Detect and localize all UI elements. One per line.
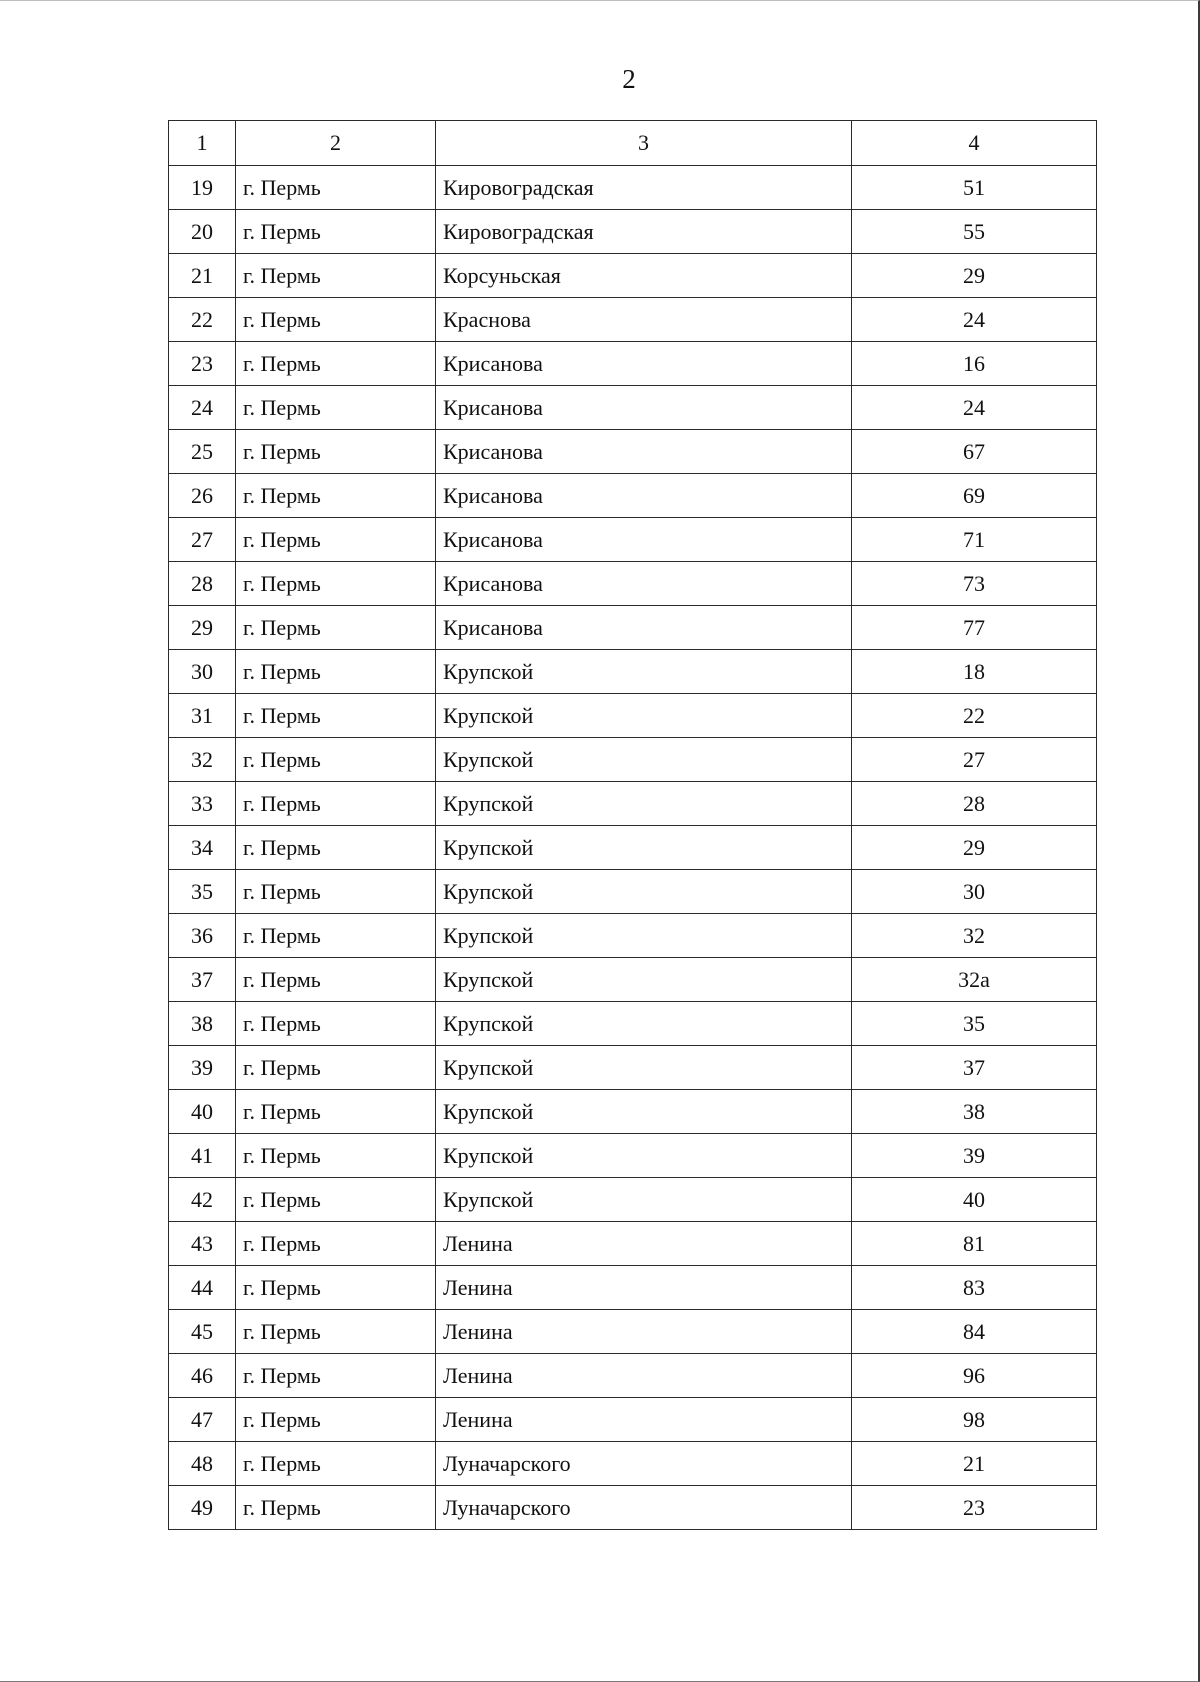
house-number-cell: 51 — [852, 166, 1097, 210]
street-cell: Крисанова — [436, 386, 852, 430]
city-cell: г. Пермь — [236, 1442, 436, 1486]
table-row — [169, 694, 1097, 738]
street-cell: Краснова — [436, 298, 852, 342]
city-cell: г. Пермь — [236, 1222, 436, 1266]
street-cell: Луначарского — [436, 1442, 852, 1486]
city-cell: г. Пермь — [236, 694, 436, 738]
table-row — [169, 254, 1097, 298]
row-number-cell: 41 — [169, 1134, 236, 1178]
house-number-cell: 39 — [852, 1134, 1097, 1178]
city-cell: г. Пермь — [236, 518, 436, 562]
house-number-cell: 71 — [852, 518, 1097, 562]
table-row — [169, 958, 1097, 1002]
table-row — [169, 562, 1097, 606]
table-row — [169, 1354, 1097, 1398]
row-number-cell: 43 — [169, 1222, 236, 1266]
city-cell: г. Пермь — [236, 782, 436, 826]
street-cell: Ленина — [436, 1398, 852, 1442]
table-row — [169, 606, 1097, 650]
table-row — [169, 650, 1097, 694]
row-number-cell: 31 — [169, 694, 236, 738]
row-number-cell: 47 — [169, 1398, 236, 1442]
house-number-cell: 27 — [852, 738, 1097, 782]
table-row — [169, 342, 1097, 386]
house-number-cell: 81 — [852, 1222, 1097, 1266]
row-number-cell: 33 — [169, 782, 236, 826]
row-number-cell: 45 — [169, 1310, 236, 1354]
street-cell: Крупской — [436, 782, 852, 826]
street-cell: Крупской — [436, 1046, 852, 1090]
house-number-cell: 29 — [852, 254, 1097, 298]
house-number-cell: 55 — [852, 210, 1097, 254]
row-number-cell: 38 — [169, 1002, 236, 1046]
table-row — [169, 1178, 1097, 1222]
house-number-cell: 67 — [852, 430, 1097, 474]
street-cell: Кировоградская — [436, 166, 852, 210]
street-cell: Крисанова — [436, 518, 852, 562]
house-number-cell: 30 — [852, 870, 1097, 914]
header-cell-3: 3 — [436, 121, 852, 166]
city-cell: г. Пермь — [236, 1486, 436, 1530]
city-cell: г. Пермь — [236, 650, 436, 694]
row-number-cell: 28 — [169, 562, 236, 606]
city-cell: г. Пермь — [236, 430, 436, 474]
street-cell: Крупской — [436, 1002, 852, 1046]
city-cell: г. Пермь — [236, 1090, 436, 1134]
house-number-cell: 35 — [852, 1002, 1097, 1046]
table-row — [169, 826, 1097, 870]
table-row — [169, 518, 1097, 562]
row-number-cell: 49 — [169, 1486, 236, 1530]
house-number-cell: 98 — [852, 1398, 1097, 1442]
street-cell: Кировоградская — [436, 210, 852, 254]
house-number-cell: 32а — [852, 958, 1097, 1002]
street-cell: Крупской — [436, 738, 852, 782]
house-number-cell: 37 — [852, 1046, 1097, 1090]
house-number-cell: 23 — [852, 1486, 1097, 1530]
row-number-cell: 40 — [169, 1090, 236, 1134]
row-number-cell: 39 — [169, 1046, 236, 1090]
row-number-cell: 21 — [169, 254, 236, 298]
house-number-cell: 22 — [852, 694, 1097, 738]
city-cell: г. Пермь — [236, 298, 436, 342]
street-cell: Крисанова — [436, 606, 852, 650]
city-cell: г. Пермь — [236, 606, 436, 650]
house-number-cell: 18 — [852, 650, 1097, 694]
header-cell-1: 1 — [169, 121, 236, 166]
row-number-cell: 32 — [169, 738, 236, 782]
city-cell: г. Пермь — [236, 958, 436, 1002]
table-row — [169, 1222, 1097, 1266]
table-row — [169, 1134, 1097, 1178]
street-cell: Крисанова — [436, 562, 852, 606]
street-cell: Крупской — [436, 1178, 852, 1222]
street-cell: Крупской — [436, 870, 852, 914]
table-row — [169, 1398, 1097, 1442]
table-row — [169, 1486, 1097, 1530]
table-row — [169, 1266, 1097, 1310]
street-cell: Луначарского — [436, 1486, 852, 1530]
house-number-cell: 69 — [852, 474, 1097, 518]
table-row — [169, 298, 1097, 342]
row-number-cell: 23 — [169, 342, 236, 386]
city-cell: г. Пермь — [236, 1002, 436, 1046]
row-number-cell: 29 — [169, 606, 236, 650]
city-cell: г. Пермь — [236, 1310, 436, 1354]
row-number-cell: 26 — [169, 474, 236, 518]
city-cell: г. Пермь — [236, 738, 436, 782]
table-row — [169, 782, 1097, 826]
city-cell: г. Пермь — [236, 870, 436, 914]
page-number: 2 — [622, 64, 636, 94]
city-cell: г. Пермь — [236, 1134, 436, 1178]
city-cell: г. Пермь — [236, 826, 436, 870]
row-number-cell: 35 — [169, 870, 236, 914]
table-row — [169, 1310, 1097, 1354]
table-row — [169, 1442, 1097, 1486]
row-number-cell: 34 — [169, 826, 236, 870]
city-cell: г. Пермь — [236, 474, 436, 518]
table-row — [169, 210, 1097, 254]
header-row — [169, 121, 1097, 166]
row-number-cell: 36 — [169, 914, 236, 958]
house-number-cell: 73 — [852, 562, 1097, 606]
street-cell: Крупской — [436, 650, 852, 694]
street-cell: Ленина — [436, 1266, 852, 1310]
row-number-cell: 30 — [169, 650, 236, 694]
address-table — [168, 120, 1097, 1530]
header-cell-4: 4 — [852, 121, 1097, 166]
street-cell: Ленина — [436, 1354, 852, 1398]
address-table-body — [169, 121, 1097, 1530]
house-number-cell: 96 — [852, 1354, 1097, 1398]
row-number-cell: 44 — [169, 1266, 236, 1310]
house-number-cell: 16 — [852, 342, 1097, 386]
street-cell: Крупской — [436, 914, 852, 958]
house-number-cell: 29 — [852, 826, 1097, 870]
street-cell: Крупской — [436, 826, 852, 870]
city-cell: г. Пермь — [236, 166, 436, 210]
street-cell: Крисанова — [436, 430, 852, 474]
city-cell: г. Пермь — [236, 914, 436, 958]
table-row — [169, 914, 1097, 958]
table-row — [169, 166, 1097, 210]
house-number-cell: 28 — [852, 782, 1097, 826]
city-cell: г. Пермь — [236, 386, 436, 430]
row-number-cell: 42 — [169, 1178, 236, 1222]
city-cell: г. Пермь — [236, 342, 436, 386]
city-cell: г. Пермь — [236, 254, 436, 298]
city-cell: г. Пермь — [236, 210, 436, 254]
street-cell: Крупской — [436, 1090, 852, 1134]
house-number-cell: 24 — [852, 298, 1097, 342]
city-cell: г. Пермь — [236, 1398, 436, 1442]
city-cell: г. Пермь — [236, 1266, 436, 1310]
row-number-cell: 24 — [169, 386, 236, 430]
table-row — [169, 474, 1097, 518]
street-cell: Крупской — [436, 694, 852, 738]
row-number-cell: 37 — [169, 958, 236, 1002]
street-cell: Крисанова — [436, 342, 852, 386]
street-cell: Крупской — [436, 1134, 852, 1178]
city-cell: г. Пермь — [236, 1046, 436, 1090]
table-row — [169, 738, 1097, 782]
house-number-cell: 77 — [852, 606, 1097, 650]
table-row — [169, 430, 1097, 474]
row-number-cell: 48 — [169, 1442, 236, 1486]
street-cell: Ленина — [436, 1222, 852, 1266]
house-number-cell: 83 — [852, 1266, 1097, 1310]
city-cell: г. Пермь — [236, 1178, 436, 1222]
table-row — [169, 386, 1097, 430]
row-number-cell: 20 — [169, 210, 236, 254]
street-cell: Крупской — [436, 958, 852, 1002]
house-number-cell: 40 — [852, 1178, 1097, 1222]
row-number-cell: 19 — [169, 166, 236, 210]
row-number-cell: 22 — [169, 298, 236, 342]
city-cell: г. Пермь — [236, 562, 436, 606]
table-row — [169, 870, 1097, 914]
table-row — [169, 1046, 1097, 1090]
row-number-cell: 27 — [169, 518, 236, 562]
row-number-cell: 25 — [169, 430, 236, 474]
street-cell: Ленина — [436, 1310, 852, 1354]
table-row — [169, 1090, 1097, 1134]
table-row — [169, 1002, 1097, 1046]
house-number-cell: 38 — [852, 1090, 1097, 1134]
row-number-cell: 46 — [169, 1354, 236, 1398]
house-number-cell: 24 — [852, 386, 1097, 430]
house-number-cell: 21 — [852, 1442, 1097, 1486]
city-cell: г. Пермь — [236, 1354, 436, 1398]
street-cell: Крисанова — [436, 474, 852, 518]
street-cell: Корсуньская — [436, 254, 852, 298]
house-number-cell: 32 — [852, 914, 1097, 958]
header-cell-2: 2 — [236, 121, 436, 166]
house-number-cell: 84 — [852, 1310, 1097, 1354]
